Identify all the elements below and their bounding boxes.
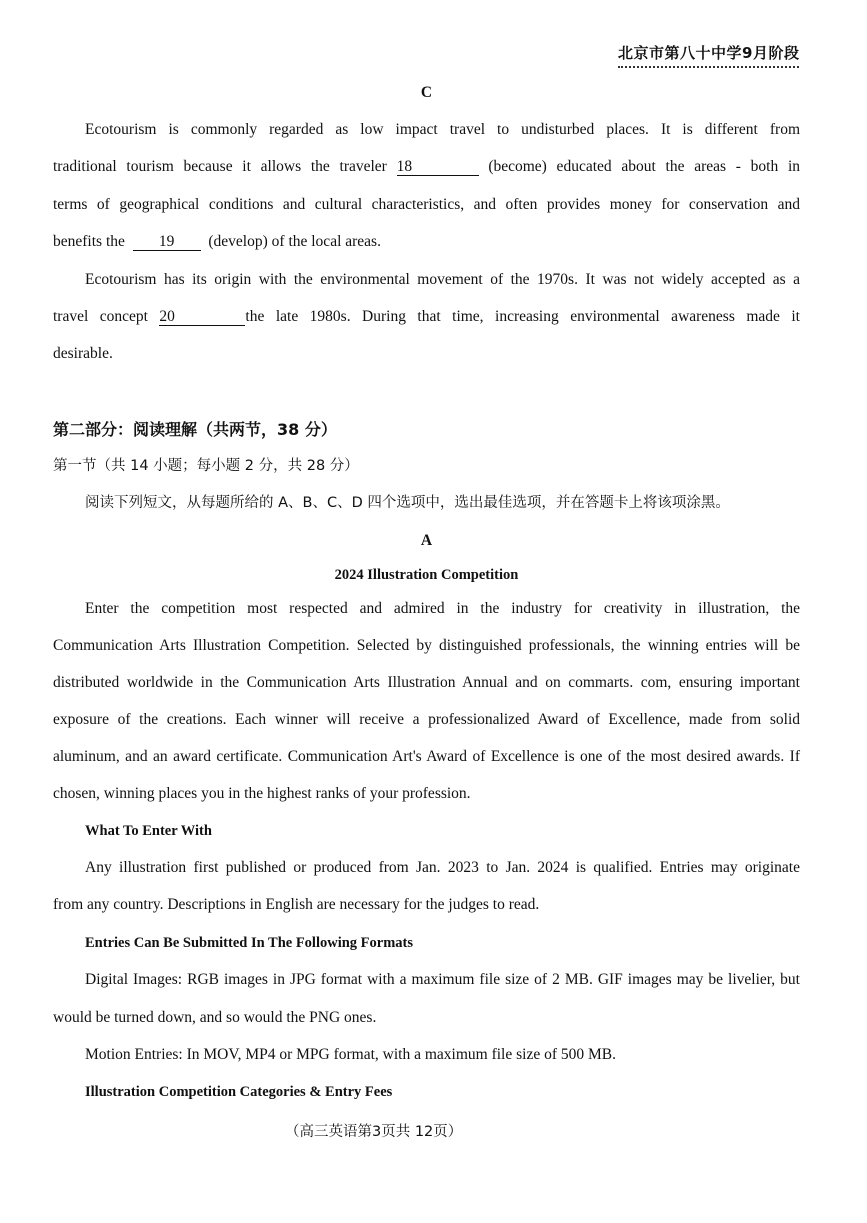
text-line: Communication Arts Illustration Competition. Selected by distinguished professionals, the winning entries will be bbox=[53, 637, 800, 654]
text: (develop) of the local areas. bbox=[208, 233, 381, 250]
blank-20[interactable]: 20 bbox=[159, 309, 245, 326]
text-line: exposure of the creations. Each winner will receive a professionalized Award of Excellence, made from solid bbox=[53, 711, 800, 728]
text-line bbox=[53, 307, 800, 327]
text-line: Enter the competition most respected and admired in the industry for creativity in illustration, the bbox=[85, 600, 800, 617]
text: (become) educated about the areas - both in bbox=[488, 158, 800, 175]
text-line: Ecotourism has its origin with the environmental movement of the 1970s. It was not widely accepted as a bbox=[85, 271, 800, 288]
section-one-title: 第一节（共 14 小题；每小题 2 分，共 28 分） bbox=[53, 458, 359, 474]
text: travel concept bbox=[53, 308, 148, 325]
page-footer: （高三英语第3页共 12页） bbox=[285, 1124, 463, 1140]
passage-title: 2024 Illustration Competition bbox=[334, 567, 519, 583]
subheading: Entries Can Be Submitted In The Following Formats bbox=[85, 935, 414, 951]
text: benefits the bbox=[53, 233, 125, 250]
text: the late 1980s. During that time, increasing environmental awareness made it bbox=[245, 308, 800, 325]
text-line: Motion Entries: In MOV, MP4 or MPG format, with a maximum file size of 500 MB. bbox=[85, 1046, 616, 1063]
subheading: What To Enter With bbox=[85, 823, 212, 839]
text-line: Ecotourism is commonly regarded as low impact travel to undisturbed places. It is different from bbox=[85, 121, 800, 138]
text-line bbox=[53, 157, 800, 177]
text-line: aluminum, and an award certificate. Communication Art's Award of Excellence is one of the most desired awards. If bbox=[53, 748, 800, 765]
passage-label-a: A bbox=[420, 532, 433, 549]
text-line: desirable. bbox=[53, 345, 113, 362]
blank-19[interactable]: 19 bbox=[133, 234, 201, 251]
subheading: Illustration Competition Categories & Entry Fees bbox=[85, 1084, 393, 1100]
text-line bbox=[53, 232, 800, 252]
text-line: Digital Images: RGB images in JPG format with a maximum file size of 2 MB. GIF images may be livelier, but bbox=[85, 971, 800, 988]
text-line: Any illustration first published or produced from Jan. 2023 to Jan. 2024 is qualified. Entries may originate bbox=[85, 859, 800, 876]
text-line: terms of geographical conditions and cultural characteristics, and often provides money for conservation and bbox=[53, 196, 800, 213]
school-header: 北京市第八十中学9月阶段 bbox=[618, 42, 799, 68]
text-line: would be turned down, and so would the PNG ones. bbox=[53, 1009, 377, 1026]
text: traditional tourism because it allows the traveler bbox=[53, 158, 387, 175]
part-two-title: 第二部分：阅读理解（共两节，38 分） bbox=[53, 420, 337, 439]
section-label-c: C bbox=[420, 84, 433, 101]
instructions: 阅读下列短文，从每题所给的 A、B、C、D 四个选项中，选出最佳选项，并在答题卡上将该项涂黑。 bbox=[85, 495, 730, 511]
text-line: from any country. Descriptions in English are necessary for the judges to read. bbox=[53, 896, 540, 913]
text-line: chosen, winning places you in the highest ranks of your profession. bbox=[53, 785, 471, 802]
blank-18[interactable]: 18 bbox=[397, 159, 479, 176]
text-line: distributed worldwide in the Communication Arts Illustration Annual and on commarts. com, ensuring important bbox=[53, 674, 800, 691]
